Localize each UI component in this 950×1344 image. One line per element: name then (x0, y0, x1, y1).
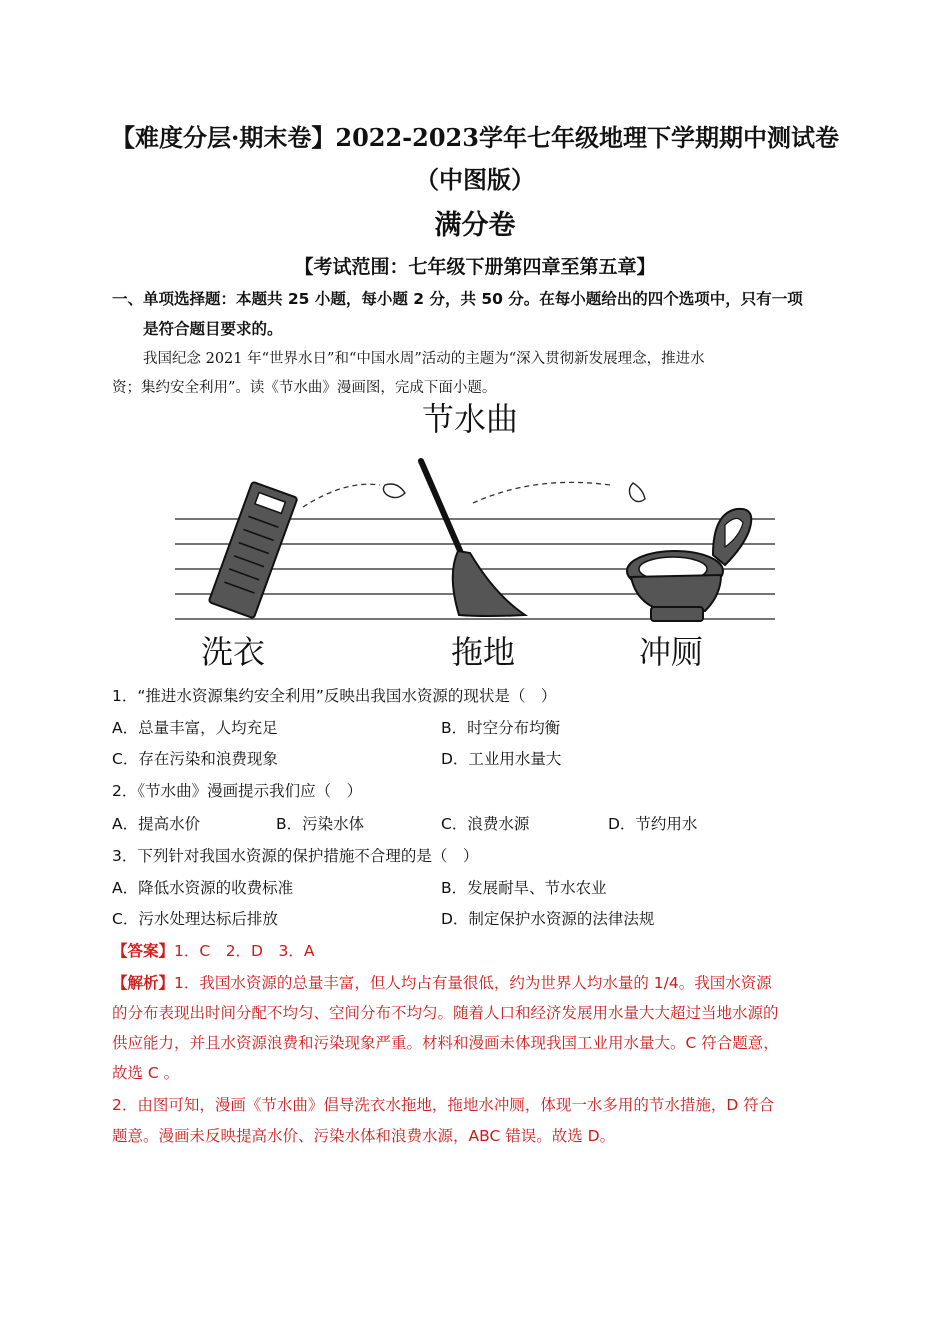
water-drop-icon (383, 484, 405, 498)
analysis-line-6: 题意。漫画未反映提高水价、污染水体和浪费水源，ABC 错误。故选 D。 (112, 1127, 616, 1145)
analysis-text: 1．我国水资源的总量丰富，但人均占有量很低，约为世界人均水量的 1/4。我国水资源 (174, 974, 772, 992)
material-intro-cont: 资；集约安全利用”。读《节水曲》漫画图，完成下面小题。 (112, 380, 497, 396)
document-subtitle: （中图版） (415, 165, 535, 194)
analysis-tag: 【解析】 (112, 974, 175, 992)
exam-scope: 【考试范围：七年级下册第四章至第五章】 (294, 256, 656, 278)
question-2-option-b: B．污染水体 (276, 815, 365, 833)
question-3-option-d: D．制定保护水资源的法律法规 (441, 910, 655, 928)
question-3-option-b: B．发展耐旱、节水农业 (441, 879, 607, 897)
washboard-icon (209, 482, 298, 619)
answer-text: 1．C 2．D 3．A (174, 942, 315, 960)
question-2-stem: 2．《节水曲》漫画提示我们应（ ） (112, 782, 363, 800)
analysis-line-2: 的分布表现出时间分配不均匀、空间分布不均匀。随着人口和经济发展用水量大大超过当地水源的 (112, 1004, 779, 1022)
question-2-option-d: D．节约用水 (608, 815, 698, 833)
comic-label-washing: 洗衣 (200, 633, 266, 671)
water-arc-2 (473, 482, 610, 503)
analysis-line-5: 2．由图可知，漫画《节水曲》倡导洗衣水拖地，拖地水冲厕，体现一水多用的节水措施，D 符合 (112, 1096, 775, 1114)
question-2-option-c: C．浪费水源 (441, 815, 530, 833)
difficulty-level: 满分卷 (434, 210, 516, 241)
analysis-line-3: 供应能力，并且水资源浪费和污染现象严重。材料和漫画未体现我国工业用水量大。C 符合题意， (112, 1034, 779, 1052)
question-2-option-a: A．提高水价 (112, 815, 201, 833)
answer-tag: 【答案】 (112, 942, 175, 960)
section-heading: 一、单项选择题：本题共 25 小题，每小题 2 分，共 50 分。在每小题给出的四个选项中，只有一项 (112, 290, 803, 308)
comic-title: 节水曲 (421, 400, 519, 438)
question-3-option-a: A．降低水资源的收费标准 (112, 879, 294, 897)
water-arc-1 (303, 484, 380, 507)
comic-figure (165, 395, 785, 675)
comic-label-mopping: 拖地 (450, 633, 516, 671)
question-1-option-c: C．存在污染和浪费现象 (112, 750, 278, 768)
section-heading-cont: 是符合题目要求的。 (143, 320, 283, 338)
comic-label-flushing: 冲厕 (638, 633, 704, 671)
analysis-line-4: 故选 C 。 (112, 1064, 180, 1082)
water-drop-icon (629, 483, 645, 502)
question-3-option-c: C．污水处理达标后排放 (112, 910, 278, 928)
question-1-option-a: A．总量丰富，人均充足 (112, 719, 278, 737)
question-3-stem: 3．下列针对我国水资源的保护措施不合理的是（ ） (112, 847, 479, 865)
toilet-icon (627, 509, 751, 621)
question-1-option-b: B．时空分布均衡 (441, 719, 561, 737)
analysis-line-1 (112, 971, 772, 993)
material-intro: 我国纪念 2021 年“世界水日”和“中国水周”活动的主题为“深入贯彻新发展理念，推进水 (143, 351, 705, 367)
question-1-option-d: D．工业用水量大 (441, 750, 562, 768)
answer-block (112, 939, 314, 961)
question-1-stem: 1．“推进水资源集约安全利用”反映出我国水资源的现状是（ ） (112, 687, 557, 705)
mop-icon (421, 461, 525, 616)
document-title: 【难度分层·期末卷】2022-2023学年七年级地理下学期期中测试卷 (111, 123, 839, 152)
